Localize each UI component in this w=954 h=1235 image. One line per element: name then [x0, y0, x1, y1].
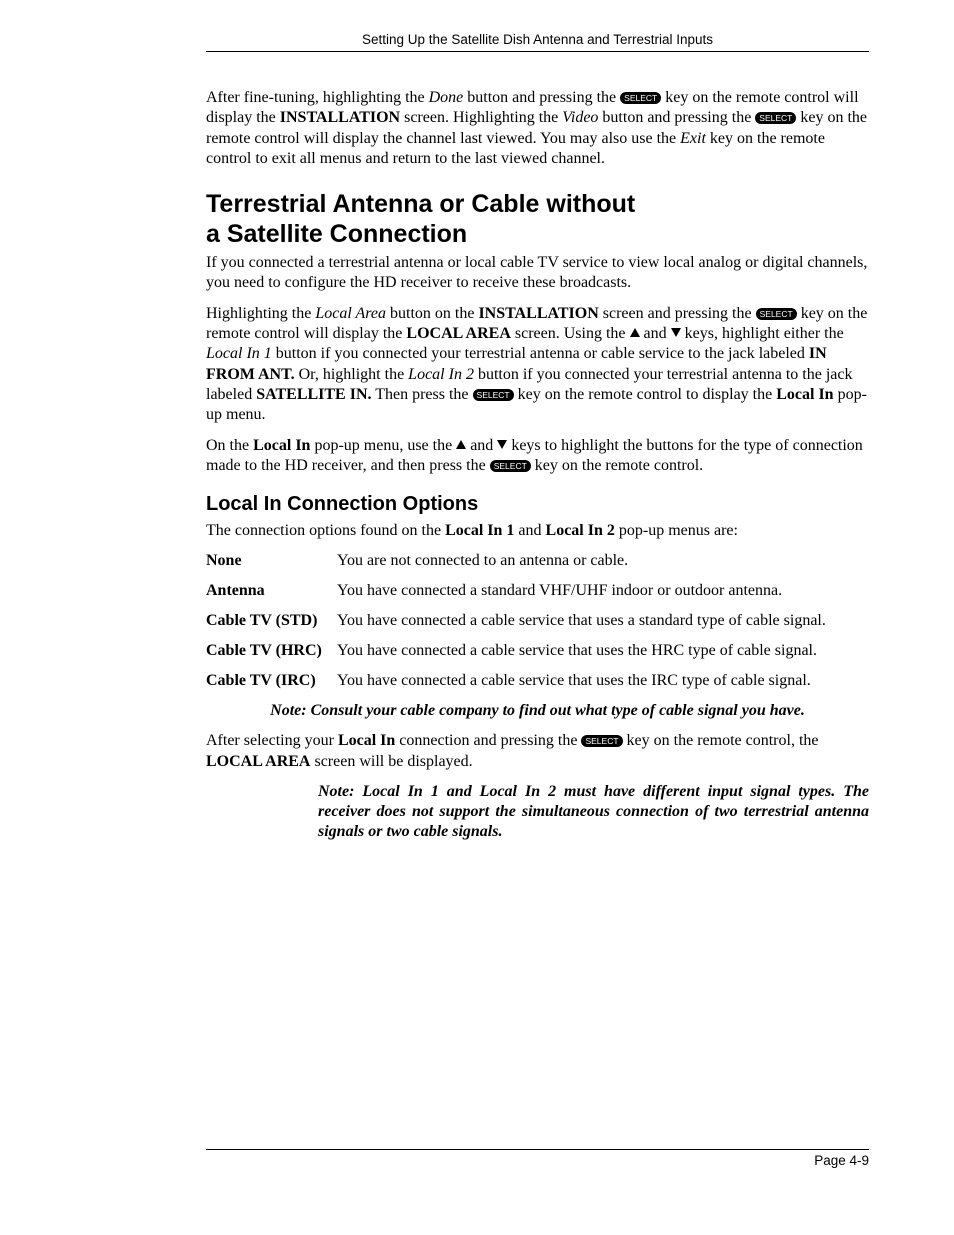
local-area-ref: LOCAL AREA: [206, 752, 311, 770]
option-term: Cable TV (HRC): [206, 642, 322, 660]
text-run: button on the: [386, 304, 479, 322]
text-run: and: [639, 325, 671, 343]
local-in-1-ref: Local In 1: [445, 522, 515, 540]
option-desc: You are not connected to an antenna or cable.: [337, 552, 629, 570]
text-run: keys, highlight either the: [680, 325, 844, 343]
text-run: key on the remote control to display the: [513, 385, 777, 403]
option-row: [206, 551, 869, 571]
section-heading-line2: a Satellite Connection: [206, 220, 468, 249]
text-run: button if you connected your terrestrial antenna or cable service to the jack labeled: [271, 345, 809, 363]
select-key-icon: SELECT: [490, 460, 531, 472]
page-number: Page 4-9: [814, 1153, 869, 1168]
text-run: Or, highlight the: [294, 365, 409, 383]
paragraph-terrestrial-intro: If you connected a terrestrial antenna or local cable TV service to view local analog or digital channels, you need to configure the HD receiver to receive these broadcasts.: [206, 254, 868, 292]
local-area-ref: LOCAL AREA: [406, 325, 511, 343]
down-arrow-icon: [497, 440, 507, 449]
text-run: key on the remote control to exit all menus and return to the last viewed channel.: [206, 129, 825, 167]
footer-rule: [206, 1149, 869, 1150]
paragraph-local-area: [206, 304, 869, 426]
text-run: and: [466, 436, 498, 454]
up-arrow-icon: [456, 440, 466, 449]
option-desc: You have connected a cable service that uses a standard type of cable signal.: [337, 612, 826, 630]
select-key-icon: SELECT: [755, 112, 796, 124]
text-run: screen will be displayed.: [310, 752, 473, 770]
option-term: Antenna: [206, 582, 265, 600]
up-arrow-icon: [630, 328, 640, 337]
text-run: screen and pressing the: [598, 304, 756, 322]
text-run: and: [514, 522, 546, 540]
text-run: key on the remote control, the: [622, 732, 819, 750]
installation-ref: INSTALLATION: [279, 109, 401, 127]
intro-paragraph: [206, 88, 869, 169]
option-desc: You have connected a standard VHF/UHF indoor or outdoor antenna.: [337, 582, 783, 600]
text-run: After selecting your: [206, 732, 338, 750]
select-key-icon: SELECT: [473, 389, 514, 401]
select-key-icon: SELECT: [620, 92, 661, 104]
local-in-ref: Local In: [253, 436, 311, 454]
text-run: screen. Highlighting the: [400, 109, 563, 127]
running-header: Setting Up the Satellite Dish Antenna and Terrestrial Inputs: [206, 32, 869, 52]
text-run: button and pressing the: [463, 89, 621, 106]
section-heading-line1: Terrestrial Antenna or Cable without: [206, 190, 636, 219]
text-run: On the: [206, 436, 254, 454]
local-in-2-ref: Local In 2: [408, 365, 474, 383]
option-term: Cable TV (IRC): [206, 672, 316, 690]
option-term: Cable TV (STD): [206, 612, 318, 630]
local-in-ref: Local In: [337, 732, 396, 750]
text-run: The connection options found on the: [206, 522, 446, 540]
subsection-heading: Local In Connection Options: [206, 493, 479, 516]
text-run: button and pressing the: [598, 109, 756, 127]
page-body: [206, 88, 869, 843]
text-run: key on the remote control will display the channel last viewed. You may also use the: [206, 109, 868, 147]
section-heading: [206, 189, 869, 249]
options-list: [206, 551, 869, 691]
text-run: key on the remote control will display the: [206, 89, 859, 127]
note-cable-signal: Note: Consult your cable company to find out what type of cable signal you have.: [270, 701, 805, 719]
local-in-ref: Local In: [776, 385, 834, 403]
down-arrow-icon: [671, 328, 681, 337]
paragraph-options-intro: [206, 521, 869, 541]
option-row: [206, 641, 869, 661]
done-button-ref: Done: [428, 89, 464, 106]
in-from-ant-ref: IN FROM ANT.: [206, 345, 827, 383]
note-input-signal-types: Note: Local In 1 and Local In 2 must have different input signal types. The receiver does not support the simultaneous connection of two terrestrial antenna signals or two cable signals.: [318, 782, 869, 841]
video-button-ref: Video: [562, 109, 599, 127]
local-in-2-ref: Local In 2: [545, 522, 615, 540]
text-run: connection and pressing the: [395, 732, 582, 750]
select-key-icon: SELECT: [756, 308, 797, 320]
option-row: [206, 671, 869, 691]
local-area-button-ref: Local Area: [315, 304, 386, 322]
text-run: pop-up menu, use the: [310, 436, 457, 454]
local-in-1-ref: Local In 1: [206, 345, 272, 363]
option-row: [206, 581, 869, 601]
select-key-icon: SELECT: [581, 735, 622, 747]
text-run: pop-up menu.: [206, 385, 867, 424]
satellite-in-ref: SATELLITE IN.: [256, 385, 372, 403]
option-term: None: [206, 552, 242, 570]
paragraph-after-selecting: [206, 731, 869, 772]
text-run: Highlighting the: [206, 304, 316, 322]
option-desc: You have connected a cable service that uses the IRC type of cable signal.: [337, 672, 811, 690]
paragraph-local-in-menu: [206, 436, 869, 477]
option-row: [206, 611, 869, 631]
text-run: key on the remote control.: [530, 456, 704, 474]
text-run: pop-up menus are:: [614, 522, 738, 540]
text-run: Then press the: [371, 385, 473, 403]
text-run: screen. Using the: [510, 325, 630, 343]
text-run: button if you connected your terrestrial antenna to the jack labeled: [206, 365, 853, 403]
option-desc: You have connected a cable service that uses the HRC type of cable signal.: [337, 642, 817, 660]
installation-ref: INSTALLATION: [478, 304, 599, 322]
exit-key-ref: Exit: [680, 129, 706, 147]
text-run: key on the remote control will display the: [206, 304, 868, 343]
text-run: After fine-tuning, highlighting the: [206, 89, 429, 106]
text-run: keys to highlight the buttons for the type of connection made to the HD receiver, and then press the: [206, 436, 863, 474]
